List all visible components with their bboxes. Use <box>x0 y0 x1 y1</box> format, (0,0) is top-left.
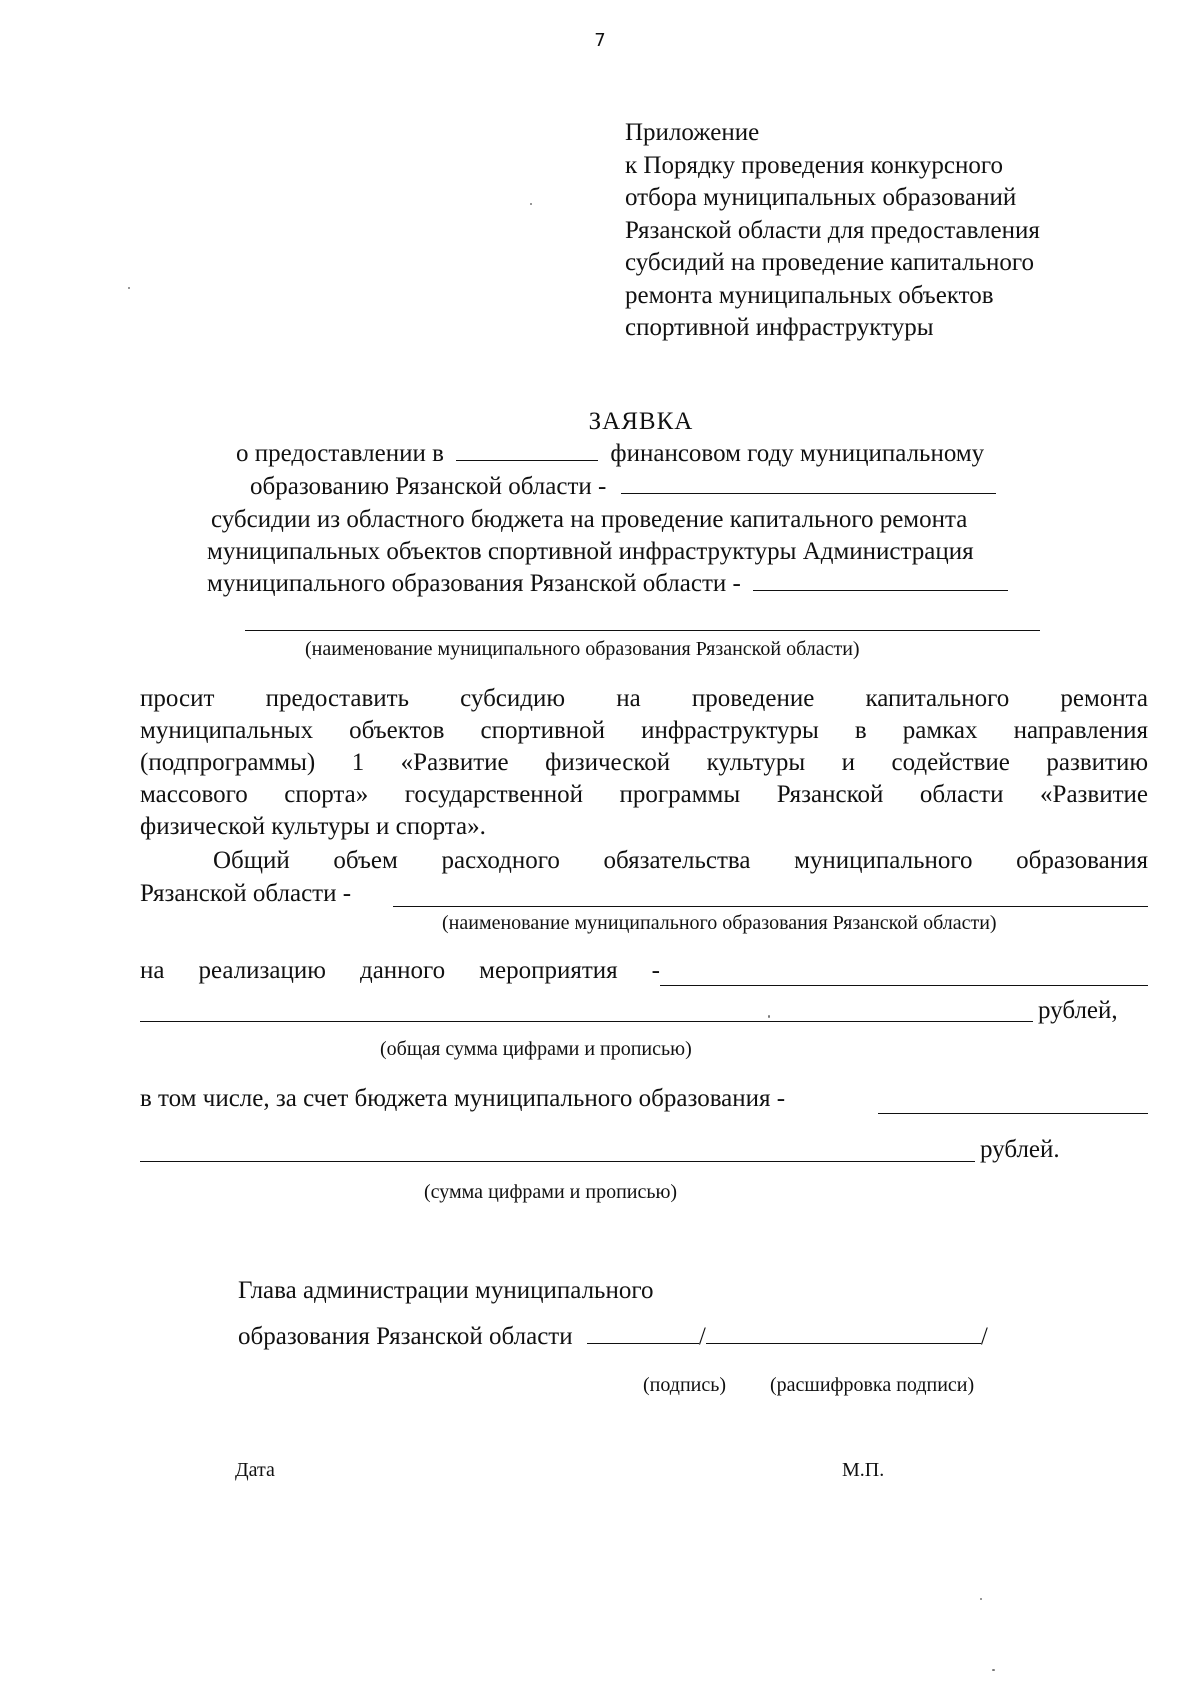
slash: / <box>980 1323 988 1350</box>
total-sum-caption: (общая сумма цифрами и прописью) <box>380 1038 692 1060</box>
application-line-2-text: образованию Рязанской области - <box>250 473 607 500</box>
document-title: ЗАЯВКА <box>588 408 694 435</box>
appendix-line: Приложение <box>625 119 760 146</box>
appendix-line: к Порядку проведения конкурсного <box>625 151 1003 179</box>
paragraph-line: просит предоставить субсидию на проведение капитального ремонта <box>140 685 1148 712</box>
including-label: в том числе, за счет бюджета муниципального образования - <box>140 1085 786 1112</box>
municipality-field[interactable] <box>621 471 996 494</box>
sum-caption: (сумма цифрами и прописью) <box>424 1181 678 1203</box>
implementation-amount-line[interactable] <box>660 985 1148 986</box>
head-title-line-1: Глава администрации муниципального <box>238 1277 654 1304</box>
date-label: Дата <box>235 1459 275 1481</box>
head-title-line-2 <box>238 1321 988 1353</box>
application-line-5 <box>207 568 1008 600</box>
appendix-line: отбора муниципальных образований <box>625 184 1017 211</box>
application-line-1-end: финансовом году муниципальному <box>610 440 985 467</box>
page-number: 7 <box>594 30 606 51</box>
year-field[interactable] <box>456 438 598 461</box>
scan-speck <box>980 1598 982 1600</box>
region-label: Рязанской области - <box>140 880 352 907</box>
appendix-line: субсидий на проведение капитального <box>625 249 1035 276</box>
appendix-header <box>625 117 1145 345</box>
application-line-2 <box>250 471 996 503</box>
signature-caption: (подпись) <box>643 1374 727 1396</box>
including-amount-line[interactable] <box>878 1113 1148 1114</box>
scan-speck <box>768 1015 770 1018</box>
application-line-1 <box>236 438 984 470</box>
application-line-4: муниципальных объектов спортивной инфраструктуры Администрация <box>207 538 974 565</box>
paragraph-line <box>140 878 351 910</box>
municipality-name-line[interactable] <box>245 630 1040 631</box>
application-line-3: субсидии из областного бюджета на проведение капитального ремонта <box>211 506 968 533</box>
paragraph-line: физической культуры и спорта». <box>140 813 486 840</box>
paragraph-line: (подпрограммы) 1 «Развитие физической культуры и содействие развитию <box>140 749 1148 776</box>
paragraph-line: муниципальных объектов спортивной инфраструктуры в рамках направления <box>140 717 1148 744</box>
application-line-5-text: муниципального образования Рязанской области - <box>207 570 741 597</box>
paragraph-line: массового спорта» государственной программы Рязанской области «Развитие <box>140 781 1148 808</box>
including-amount-line-2[interactable] <box>140 1161 975 1162</box>
municipality-obligation-line[interactable] <box>393 906 1148 907</box>
slash: / <box>698 1323 706 1350</box>
municipality-obligation-caption: (наименование муниципального образования Рязанской области) <box>442 912 997 934</box>
signature-field[interactable] <box>587 1321 699 1344</box>
appendix-line: ремонта муниципальных объектов <box>625 281 994 309</box>
scan-speck <box>530 203 532 205</box>
scan-speck <box>992 1669 995 1671</box>
application-line-1-start: о предоставлении в <box>236 440 444 467</box>
implementation-amount-line-2[interactable] <box>140 1021 1033 1022</box>
appendix-line: Рязанской области для предоставления <box>625 216 1040 244</box>
implementation-label: на реализацию данного мероприятия - <box>140 957 660 984</box>
head-title-line-2-text: образования Рязанской области <box>238 1323 573 1350</box>
administration-field[interactable] <box>753 568 1008 591</box>
signature-decode-caption: (расшифровка подписи) <box>770 1374 975 1396</box>
seal-label: М.П. <box>842 1459 885 1481</box>
paragraph-line: Общий объем расходного обязательства муниципального образования <box>213 847 1148 874</box>
including-line <box>140 1083 785 1115</box>
rubles-label: рублей, <box>1038 997 1118 1024</box>
scan-speck <box>128 287 130 289</box>
appendix-line: спортивной инфраструктуры <box>625 314 934 341</box>
municipality-name-caption: (наименование муниципального образования Рязанской области) <box>305 638 860 660</box>
signature-decode-field[interactable] <box>706 1321 981 1344</box>
rubles-label-2: рублей. <box>980 1136 1060 1163</box>
